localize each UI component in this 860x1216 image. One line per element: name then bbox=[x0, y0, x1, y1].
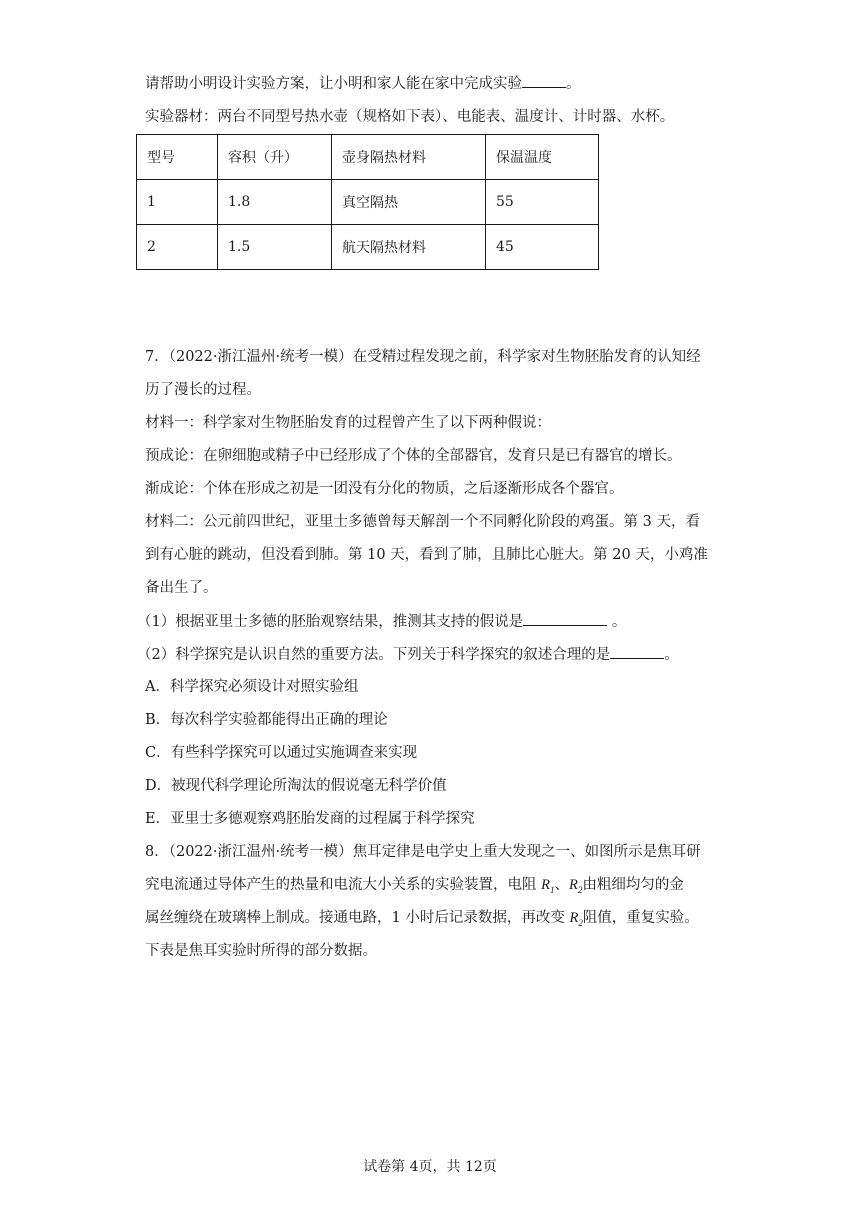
option-e: E．亚里士多德观察鸡胚胎发商的过程属于科学探究 bbox=[145, 811, 475, 827]
q6-equipment: 实验器材：两台不同型号热水壶（规格如下表）、电能表、温度计、计时器、水杯。 bbox=[145, 109, 675, 125]
resistor-r2-symbol: $R_2$ bbox=[568, 877, 583, 895]
table-cell: 1.8 bbox=[218, 180, 332, 225]
q7-material1: 材料一：科学家对生物胚胎发育的过程曾产生了以下两种假说： bbox=[145, 415, 551, 431]
q7-stem-line2: 历了漫长的过程。 bbox=[145, 382, 261, 398]
q7-subquestion-2: （2）科学探究是认识自然的重要方法。下列关于科学探究的叙述合理的是 。 bbox=[137, 644, 717, 665]
q8-stem-line3: 属丝缠绕在玻璃棒上制成。接通电路，1 小时后记录数据，再改变 $R_2$阻值，重复实验。 bbox=[145, 910, 699, 928]
kettle-spec-table bbox=[136, 134, 599, 270]
q7-epigenesis: 渐成论：个体在形成之初是一团没有分化的物质，之后逐渐形成各个器官。 bbox=[145, 481, 624, 497]
q8-stem-line1: 8．（2022·浙江温州·统考一模）焦耳定律是电学史上重大发现之一、如图所示是焦耳研 bbox=[145, 844, 701, 860]
option-d: D．被现代科学理论所淘汰的假说毫无科学价值 bbox=[145, 778, 447, 794]
q7-subquestion-1: （1）根据亚里士多德的胚胎观察结果，推测其支持的假说是 。 bbox=[137, 611, 717, 632]
table-header-cell: 保温温度 bbox=[486, 135, 599, 180]
table-header-cell: 壶身隔热材料 bbox=[332, 135, 486, 180]
table-row bbox=[137, 180, 599, 225]
page-footer: 试卷第 4页，共 12页 bbox=[363, 1159, 497, 1175]
table-cell: 1 bbox=[137, 180, 218, 225]
q7-material2-line3: 备出生了。 bbox=[145, 580, 218, 596]
table-header-cell: 型号 bbox=[137, 135, 218, 180]
answer-blank[interactable] bbox=[522, 73, 566, 88]
q8-stem-line4: 下表是焦耳实验时所得的部分数据。 bbox=[145, 943, 377, 959]
q7-stem-line1: 7．（2022·浙江温州·统考一模）在受精过程发现之前，科学家对生物胚胎发育的认知经 bbox=[145, 349, 701, 365]
answer-blank[interactable] bbox=[523, 611, 607, 626]
q7-preformation: 预成论：在卵细胞或精子中已经形成了个体的全部器官，发育只是已有器官的增长。 bbox=[145, 448, 682, 464]
resistor-r1-symbol: $R_1$ bbox=[541, 877, 555, 895]
q7-material2-line1: 材料二：公元前四世纪，亚里士多德曾每天解剖一个不同孵化阶段的鸡蛋。第 3 天，看 bbox=[145, 514, 700, 530]
resistor-r2-symbol: $R_2$ bbox=[569, 910, 583, 928]
table-cell: 真空隔热 bbox=[332, 180, 486, 225]
table-cell: 2 bbox=[137, 225, 218, 270]
q6-instruction: 请帮助小明设计实验方案，让小明和家人能在家中完成实验 。 bbox=[145, 73, 725, 94]
option-a: A．科学探究必须设计对照实验组 bbox=[145, 679, 359, 695]
option-b: B．每次科学实验都能得出正确的理论 bbox=[145, 712, 388, 728]
table-row bbox=[137, 225, 599, 270]
table-cell: 1.5 bbox=[218, 225, 332, 270]
table-header-cell: 容积（升） bbox=[218, 135, 332, 180]
table-header-row bbox=[137, 135, 599, 180]
table-cell: 45 bbox=[486, 225, 599, 270]
option-c: C．有些科学探究可以通过实施调查来实现 bbox=[145, 745, 418, 761]
table-cell: 55 bbox=[486, 180, 599, 225]
answer-blank[interactable] bbox=[610, 644, 664, 659]
q7-material2-line2: 到有心脏的跳动，但没看到肺。第 10 天，看到了肺，且肺比心脏大。第 20 天，小鸡准 bbox=[145, 547, 708, 563]
table-cell: 航天隔热材料 bbox=[332, 225, 486, 270]
q8-stem-line2: 究电流通过导体产生的热量和电流大小关系的实验装置，电阻 $R_1$、$R_2$由粗细均匀的金 bbox=[145, 877, 684, 895]
